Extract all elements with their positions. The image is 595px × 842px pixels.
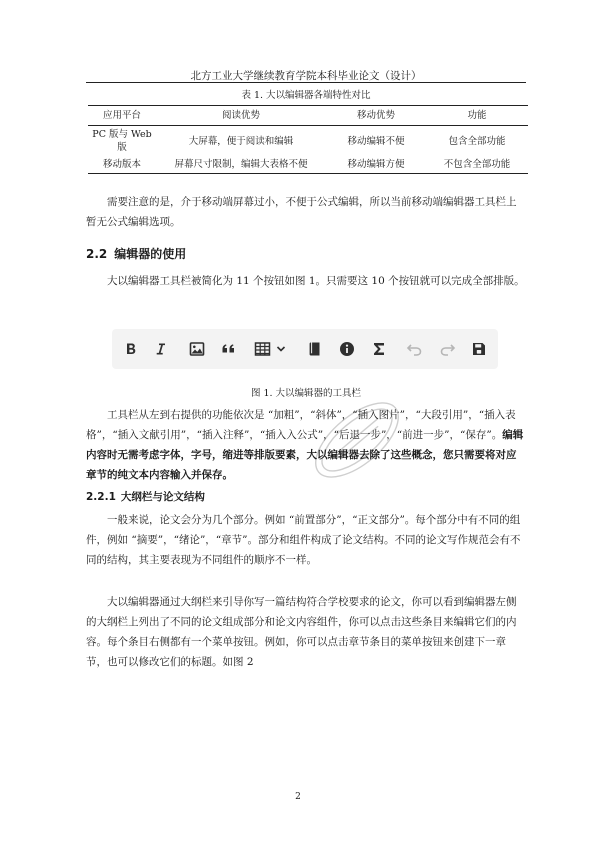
sigma-icon[interactable]: [366, 329, 392, 369]
table-caption: 表 1. 大以编辑器各端特性对比: [241, 90, 371, 101]
bold-emphasis-text: 编辑内容时无需考虑字体，字号，缩进等排版要素，大以编辑器去除了这些概念，您只需要将对应章节的纯文本内容输入并保存。: [86, 429, 524, 481]
subsection-number: 2.2.1: [86, 491, 116, 503]
table-icon[interactable]: [250, 329, 274, 369]
image-icon[interactable]: [184, 329, 210, 369]
table-cell: 移动版本: [88, 156, 156, 174]
table-cell: 移动编辑不便: [347, 135, 405, 147]
info-icon[interactable]: [334, 329, 360, 369]
book-icon[interactable]: [302, 329, 328, 369]
table-cell: 大屏幕，便于阅读和编辑: [188, 135, 294, 147]
table-cell: 移动编辑方便: [326, 156, 426, 174]
section-number: 2.2: [86, 247, 108, 261]
redo-icon[interactable]: [434, 329, 460, 369]
table-cell: PC 版与 Web 版: [92, 129, 152, 153]
italic-icon[interactable]: [148, 329, 174, 369]
comparison-table: [88, 105, 528, 174]
figure-caption: 图 1. 大以编辑器的工具栏: [250, 388, 362, 399]
paragraph-toolbar-functions: [86, 405, 526, 485]
table-header-cell: 应用平台: [88, 106, 156, 126]
table-cell: 包含全部功能: [448, 135, 506, 147]
table-row: [88, 156, 528, 174]
quote-icon[interactable]: [216, 329, 242, 369]
table-row: [88, 126, 528, 157]
section-title: 编辑器的使用: [114, 247, 187, 261]
table-header-cell: 功能: [426, 106, 528, 126]
paragraph-toolbar-intro: 大以编辑器工具栏被简化为 11 个按钮如图 1。只需要这 10 个按钮就可以完成全部排版。: [107, 275, 525, 287]
table-header-cell: 移动优势: [326, 106, 426, 126]
paragraph-paper-structure: 一般来说，论文会分为几个部分。例如 “前置部分”，“正文部分”。每个部分中有不同的组件，例如 “摘要”，“绪论”，“章节”。部分和组件构成了论文结构。不同的论文写作规范会有不同的结构，其主要表现为不同组件的顺序不一样。: [86, 514, 521, 566]
running-header: 北方工业大学继续教育学院本科毕业论文（设计）: [190, 70, 422, 82]
save-icon[interactable]: [466, 329, 492, 369]
table-header-row: [88, 106, 528, 126]
bold-icon[interactable]: [118, 329, 144, 369]
editor-toolbar: [112, 329, 498, 369]
toolbar-functions-text: 工具栏从左到右提供的功能依次是 “加粗”，“斜体”，“插入图片”，“大段引用”，“插入表格”，“插入文献引用”，“插入注释”，“插入入公式”，“后退一步”，“前进一步”，“保存”。: [86, 409, 516, 441]
table-cell: 屏幕尺寸限制，编辑大表格不便: [156, 156, 326, 174]
chevron-down-icon[interactable]: [274, 329, 288, 369]
subsection-title: 大纲栏与论文结构: [120, 491, 205, 503]
table-cell: 不包含全部功能: [426, 156, 528, 174]
subsection-heading: [86, 489, 205, 504]
paragraph-outline-bar: 大以编辑器通过大纲栏来引导你写一篇结构符合学校要求的论文，你可以看到编辑器左侧的大纲栏上列出了不同的论文组成部分和论文内容组件，你可以点击这些条目来编辑它们的内容。每个条目右侧都有一个菜单按钮。例如，你可以点击章节条目的菜单按钮来创建下一章节，也可以修改它们的标题。如图 2: [86, 596, 517, 668]
section-heading: [86, 245, 186, 262]
paragraph-mobile-note: 需要注意的是，介于移动端屏幕过小，不便于公式编辑，所以当前移动端编辑器工具栏上暂无公式编辑选项。: [86, 196, 517, 228]
header-rule: [86, 82, 526, 83]
page-number: 2: [295, 792, 301, 802]
table-header-cell: 阅读优势: [156, 106, 326, 126]
undo-icon[interactable]: [402, 329, 428, 369]
